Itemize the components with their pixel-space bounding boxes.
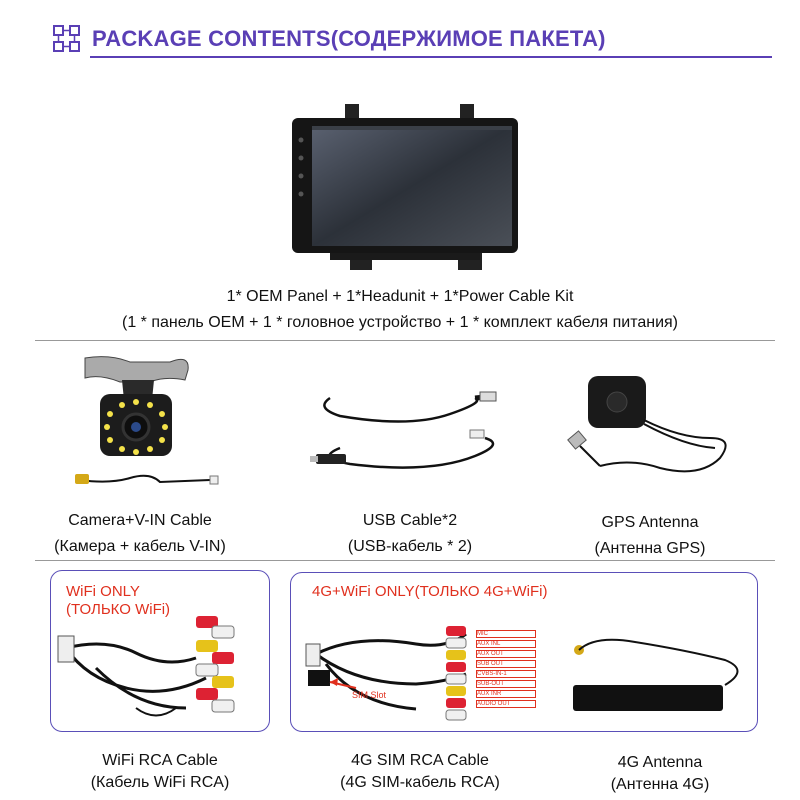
4g-antenna-image (565, 630, 750, 725)
tag-aux-out: AUX OUT (476, 650, 536, 658)
wifi-rca-caption-ru: (Кабель WiFi RCA) (90, 774, 230, 791)
4g-sim-rca-caption-ru: (4G SIM-кабель RCA) (340, 774, 500, 791)
tag-sub-out: SUB OUT (476, 660, 536, 668)
tag-aux-inl: AUX INL (476, 640, 536, 648)
headunit-caption-en: 1* OEM Panel + 1*Headunit + 1*Power Cable Kit (226, 288, 574, 305)
grid-squares-icon (52, 24, 82, 54)
camera-caption-ru: (Камера + кабель V-IN) (54, 538, 226, 555)
gps-caption-ru: (Антенна GPS) (594, 540, 706, 557)
gps-antenna-image (560, 368, 740, 498)
headunit-image (290, 100, 522, 275)
wifi-only-label-ru: (ТОЛЬКО WiFi) (66, 601, 171, 618)
tag-aux-inr: AUX INR (476, 690, 536, 698)
section-divider (35, 340, 775, 341)
page-title: PACKAGE CONTENTS(СОДЕРЖИМОЕ ПАКЕТА) (92, 26, 606, 51)
4g-antenna-caption-ru: (Антенна 4G) (610, 776, 710, 793)
camera-image (70, 352, 230, 502)
tag-sub-out-2: SUB-OUT (476, 680, 536, 688)
4g-sim-rca-caption-en: 4G SIM RCA Cable (351, 752, 489, 769)
connector-tags (476, 630, 536, 710)
headunit-caption-ru: (1 * панель OEM + 1 * головное устройство + 1 * комплект кабеля питания) (121, 314, 678, 331)
sim-slot-label: SIM Slot (352, 690, 387, 700)
usb-cable-image (310, 378, 510, 488)
header-divider (90, 56, 772, 58)
4g-wifi-only-label: 4G+WiFi ONLY(ТОЛЬКО 4G+WiFi) (312, 583, 548, 600)
wifi-rca-caption-en: WiFi RCA Cable (102, 752, 218, 769)
4g-antenna-caption-en: 4G Antenna (617, 754, 703, 771)
tag-audio-out: AUDIO OUT (476, 700, 536, 708)
tag-cvbs-in: CVBS-IN-1 (476, 670, 536, 678)
usb-caption-en: USB Cable*2 (362, 512, 458, 529)
tag-mic: MIC (476, 630, 536, 638)
gps-caption-en: GPS Antenna (601, 514, 699, 531)
wifi-only-label: WiFi ONLY (66, 583, 140, 600)
section-divider (35, 560, 775, 561)
camera-caption-en: Camera+V-IN Cable (68, 512, 212, 529)
wifi-rca-cable-image (56, 608, 266, 728)
usb-caption-ru: (USB-кабель * 2) (347, 538, 473, 555)
